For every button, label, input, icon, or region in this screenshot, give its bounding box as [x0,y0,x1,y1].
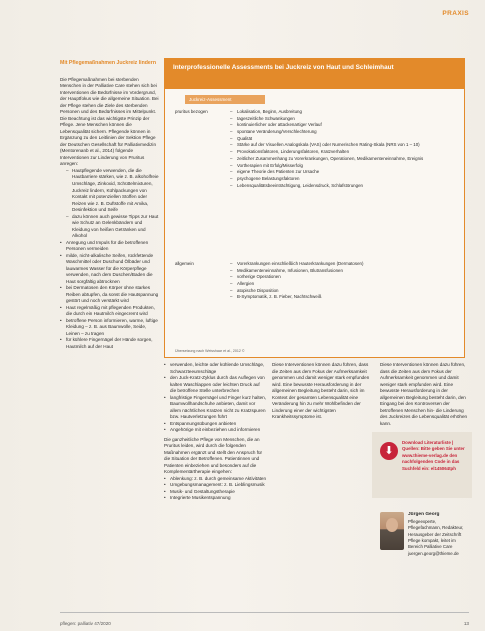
group-items [230,109,450,189]
list-item: – dazu können auch gewisse Tipps zur Haut wie Schutz an Gelenkbändern und Kleidung von heißen Getränken und Alkohol [60,214,160,240]
page-number: 13 [463,621,469,626]
assessment-item: – Medikamenteneinnahme, Infusionen, Blutransfusionen [230,268,450,275]
column-2 [164,362,266,502]
assessment-item: – eigene Theorie des Patienten zur Ursache [230,169,450,176]
complementary-list [164,476,266,502]
assessment-item: – B-Symptomatik, z. B. Fieber, Nachtschweiß [230,294,450,301]
download-icon: ⬇ [380,442,398,460]
list-item: • Anregung und Impuls für die betroffenen Personen vermeiden [60,240,160,253]
download-text: Download Literaturliste | Quellen: Bitte geben Sie unter www.thieme-verlag.de den nachfolgenden Code in das Suchfeld ein: el145064tph [402,440,465,471]
box-source: Übersetzung nach Weisshaar et al., 2012 © [175,349,245,353]
group-items [230,261,450,301]
assessment-item: – tageszeitliche Schwankungen [230,116,450,123]
assessment-item: – Provokationsfaktoren, Linderungsfaktoren, Kratzverhalten [230,149,450,156]
body-paragraph: Diese Interventionen können dazu führen, dass die Zeiten aus dem Fokus der Aufmerksamkeit genommen und damit weniger stark empfunden wird. Eine bewusste Herausforderung in der allgemeinen Begleitung besteht darin, sich im Kontext der gesamten Lebensqualität eine Veränderung hin zu mehr Wohlbefinden der Linderung einer der wichtigsten Krankheitssymptome ist. [272,362,370,420]
list-item: • Ablenkung: z. B. durch gemeinsame Aktivitäten [164,476,266,483]
section-rubric: PRAXIS [442,10,469,17]
group-allgemein [175,261,450,301]
list-item: • Entspannungsübungen anbieten [164,421,266,428]
list-item: • Angehörige mit einbeziehen und informieren [164,427,266,434]
list-item: • langfristige Fingernägel und Finger kurz halten, Baumwollhandschuhe anbieten, damit vor allem nächtliches Kratzen nicht zu Kratzspuren bzw. Hautverletzungen führt [164,395,266,421]
assessment-item: – Stärke auf der Visuellen Analogskala (VAS) oder Numerischen Rating-Skala (NRS von 1 – 10) [230,142,450,149]
list-item: • Haut regelmäßig mit pflegenden Produkten, die durch ein Hautmilch eingecremt wird [60,305,160,318]
assessment-box-title: Interprofessionelle Assessments bei Juckreiz von Haut und Schleimhaut [165,59,464,89]
list-item: – Hautpflegende verwenden, die die Hautbarriere stärken, wie z. B. alkoholfreie Umschläge, Zinkoxid, Schüttelmixturen, Juckreiz lindern, Kühlpackungen von Kontakt mit potenziellen Stoffen oder Reizen wie z. B. Duftstoffe mit Amika, Desinfektion und Seife [60,168,160,214]
assessment-item: – psychogene Belastungsfaktoren [230,176,450,183]
assessment-item: – Allergien [230,281,450,288]
list-item: • verwenden, leichte oder kühlende Umschläge, Schwarzteeumschläge [164,362,266,375]
list-item: • Integrierte Musikentspannung [164,495,266,502]
assessment-item: – kontinuierlicher oder attackenartiger Verlauf [230,122,450,129]
body-paragraph: Diese Interventionen können dazu führen, dass die Zeiten aus dem Fokus der Aufmerksamkeit genommen und damit weniger stark empfunden wird. Eine bewusste Herausforderung in der allgemeinen Begleitung besteht darin, den Eingang bei den Kontroversen der betroffenen Menschen hin- die Linderung des Juckreizes die Lebensqualität erhöhen kann. [380,362,468,426]
author-email[interactable]: juergen.georg@thieme.de [408,550,459,556]
author-bio: Pflegeexperte, Pflegefachmann, Redakteur, Herausgeber der Zeitschrift Pflege kompakt, leitet im Bereich Palliative Care [408,518,464,550]
list-item: • Umgebungsmanagement: z. B. Lieblingsmusik [164,482,266,489]
assessment-item: – Vorerkrankungen einschließlich Hauterkrankungen (Dermatosen) [230,261,450,268]
column-1 [60,60,160,350]
download-callout[interactable] [372,432,472,498]
list-item: • milde, nicht-alkalische Seifen, rückfettende Waschmittel oder Duschund Ölbäder und lauwarmes Wasser für die Körperpflege verwenden, nach dem Duschen/Baden die Haut sorgfältig abtrocknen [60,253,160,286]
assessment-box [164,58,465,358]
column-3 [272,362,374,421]
assessment-item: – Qualität [230,136,450,143]
group-pruritus [175,109,450,189]
list-item: • Musik- und Gestaltungstherapie [164,489,266,496]
assessment-item: – Vortherapien mit Erfolg/Misserfolg [230,163,450,170]
author-photo [380,512,404,550]
assessment-box-subtitle: Juckreiz-Assessment [185,95,265,104]
body-paragraph: Die ganzheitliche Pflege von Menschen, die an Pruritus leiden, wird durch die folgenden Maßnahmen ergänzt und stellt den Anspruch für die Situation der Betroffenen. Patientinnen und Patienten einbeziehen und besonders auf die Komplementärtherapie eingehen: [164,436,263,475]
author-text [408,512,470,557]
group-label: pruritus bezogen [175,109,208,114]
column-4 [380,362,470,427]
assessment-item: – Lebensqualitätsbeeinträchtigung, Leidensdruck, Schlafstörungen [230,183,450,190]
footer-publication: pflegen: palliativ 47/2020 [60,621,111,626]
group-label: allgemein [175,261,194,266]
footer-rule [60,612,469,613]
section-heading: Mit Pflegemaßnahmen Juckreiz lindern [60,60,156,66]
intervention-list [60,168,160,350]
assessment-item: – zeitlicher Zusammenhang zu Vorerkrankungen, Operationen, Medikamenteneinnahme, Ereignis [230,156,450,163]
list-item: • betroffene Person informieren, warme, luftige Kleidung – z. B. aus Baumwolle, Seide, Leinen – zu tragen [60,318,160,338]
author-name: Jürgen Georg [408,512,440,517]
assessment-item: – atopische Disposition [230,288,450,295]
list-item: • bei Dermatosen den Körper ohne starkes Reiben abtupfen, da sonst die Hautspannung gestört und noch verstärkt wird [60,285,160,305]
assessment-item: – spontane Veränderung/Verschlechterung [230,129,450,136]
list-item: • für kühlere Fingernägel der Hände sorgen, Hautmilch auf der Haut [60,337,160,350]
assessment-item: – Lokalisation, Beginn, Ausbreitung [230,109,450,116]
list-item: • den Juck-Kratz-Zyklus durch das Auflegen von kalten Waschlappen oder leichten Druck auf die betroffene Stelle unterbrechen [164,375,266,395]
intervention-list-continued [164,362,266,434]
assessment-item: – vorherige Operationen [230,274,450,281]
intro-paragraph: Die Pflegemaßnahmen bei sterbenden Menschen in der Palliative Care stehen sich bei Interventionen die Bedürfnisse im Vordergrund, der Hauptfokus wie die allgemeine Situation. Bei der Pflege stehen die Ziele des sterbenden Personen und des Bedürfnisses im Mittelpunkt. Die Beachtung ist das wichtigste Prinzip der Pflege. Jene Menschen können die Lebensqualität sichern. Pflegende können in Ergänzung zu den Leitlinien der Sektion Pflege der Deutschen Gesellschaft für Palliativmedizin (Mentorenanb et al., 2014) folgende Interventionen zur Linderung von Pruritus anregen: [60,76,159,167]
